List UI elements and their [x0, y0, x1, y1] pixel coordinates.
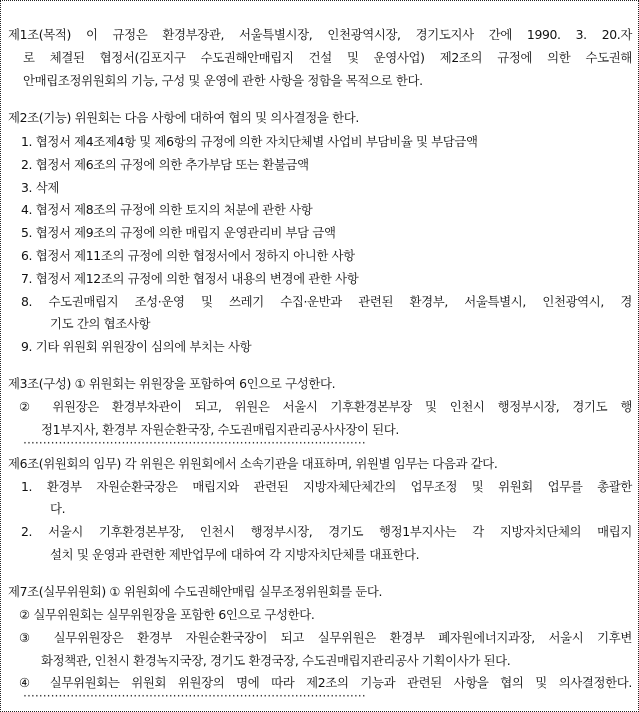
article-1-heading: 제1조(목적) 이 규정은 환경부장관, 서울특별시장, 인천광역시장, 경기도지사 간에 1990. 3. 20.자 — [8, 27, 632, 42]
article-1-text-line: 로 체결된 협정서(김포지구 수도권해안매립지 건설 및 운영사업) 제2조의 규정에 의한 수도권해 — [23, 50, 632, 65]
article-6-heading: 제6조(위원회의 임무) 각 위원은 위원회에서 소속기관을 대표하며, 위원별 임무는 다음과 같다. — [8, 456, 498, 471]
article-6-item-continuation: 다. — [50, 501, 66, 516]
article-2-item: 9. 기타 위원회 위원장이 심의에 부치는 사항 — [21, 339, 252, 354]
article-2-item: 5. 협정서 제9조의 규정에 의한 매립지 운영관리비 부담 금액 — [21, 225, 336, 240]
article-6-item: 2. 서울시 기후환경본부장, 인천시 행정부시장, 경기도 행정1부지사는 각 지방자치단체의 매립지 — [21, 524, 632, 539]
article-2-item: 3. 삭제 — [21, 180, 59, 195]
article-1-text-line: 안매립조정위원회의 기능, 구성 및 운영에 관한 사항을 정함을 목적으로 한다. — [23, 73, 423, 88]
article-2-item: 4. 협정서 제8조의 규정에 의한 토지의 처분에 관한 사항 — [21, 202, 313, 217]
article-2-item: 1. 협정서 제4조제4항 및 제6항의 규정에 의한 자치단체별 사업비 부담비율 및 부담금액 — [21, 134, 478, 149]
article-2-item: 8. 수도권매립지 조성·운영 및 쓰레기 수집·운반과 관련된 환경부, 서울특별시, 인천광역시, 경 — [21, 294, 632, 309]
article-3-paragraph: ② 위원장은 환경부차관이 되고, 위원은 서울시 기후환경본부장 및 인천시 행정부시장, 경기도 행 — [19, 399, 632, 414]
article-2-item-continuation: 기도 간의 협조사항 — [50, 316, 151, 331]
article-6-item: 1. 환경부 자원순환국장은 매립지와 관련된 지방자체단체간의 업무조정 및 위원회 업무를 총괄한 — [21, 479, 632, 494]
omission-dots: ······················································································· — [23, 691, 366, 703]
article-7-heading: 제7조(실무위원회) ① 위원회에 수도권해안매립 실무조정위원회를 둔다. — [8, 584, 383, 599]
article-7-paragraph-continuation: 화정책관, 인천시 환경녹지국장, 경기도 환경국장, 수도권매립지관리공사 기획이사가 된다. — [41, 653, 511, 668]
article-3-heading: 제3조(구성) ① 위원회는 위원장을 포함하여 6인으로 구성한다. — [8, 376, 336, 391]
article-6-item-continuation: 설치 및 운영과 관련한 제반업무에 대하여 각 지방자치단체를 대표한다. — [50, 547, 420, 562]
article-2-item: 2. 협정서 제6조의 규정에 의한 추가부담 또는 환불금액 — [21, 157, 309, 172]
article-7-paragraph: ④ 실무위원회는 위원회 위원장의 명에 따라 제2조의 기능과 관련된 사항을 협의 및 의사결정한다. — [19, 675, 632, 690]
article-2-heading: 제2조(기능) 위원회는 다음 사항에 대하여 협의 및 의사결정을 한다. — [8, 110, 359, 125]
omission-dots: ······················································································· — [23, 438, 366, 450]
article-7-paragraph: ③ 실무위원장은 환경부 자원순환국장이 되고 실무위원은 환경부 폐자원에너지과장, 서울시 기후변 — [19, 630, 632, 645]
article-3-paragraph-continuation: 정1부지사, 환경부 자원순환국장, 수도권매립지관리공사사장이 된다. — [41, 422, 399, 437]
article-2-item: 7. 협정서 제12조의 규정에 의한 협정서 내용의 변경에 관한 사항 — [21, 271, 359, 286]
article-2-item: 6. 협정서 제11조의 규정에 의한 협정서에서 정하지 아니한 사항 — [21, 248, 355, 263]
article-7-paragraph: ② 실무위원회는 실무위원장을 포함한 6인으로 구성한다. — [19, 607, 315, 622]
